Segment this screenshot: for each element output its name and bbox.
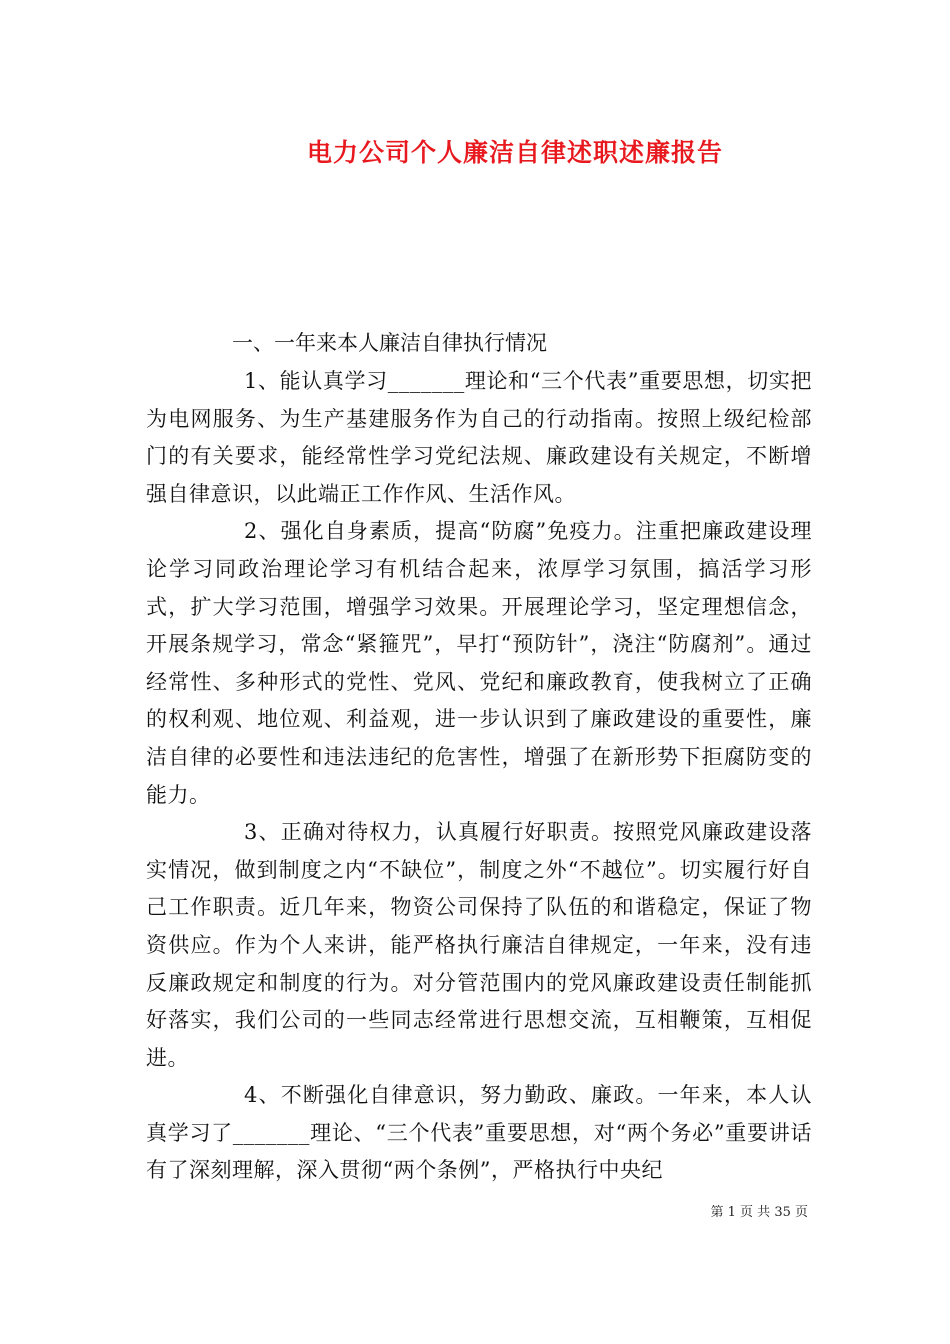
document-body [146, 363, 812, 1190]
section-heading: 一、一年来本人廉洁自律执行情况 [232, 331, 547, 355]
document-title: 电力公司个人廉洁自律述职述廉报告 [306, 138, 723, 167]
paragraph-4: 4、不断强化自律意识，努力勤政、廉政。一年来，本人认真学习了_______理论、“三个代表”重要思想，对“两个务必”重要讲话有了深刻理解，深入贯彻“两个条例”，严格执行中央纪 [146, 1083, 812, 1183]
paragraph-3: 3、正确对待权力，认真履行好职责。按照党风廉政建设落实情况，做到制度之内“不缺位”，制度之外“不越位”。切实履行好自己工作职责。近几年来，物资公司保持了队伍的和谐稳定，保证了物资供应。作为个人来讲，能严格执行廉洁自律规定，一年来，没有违反廉政规定和制度的行为。对分管范围内的党风廉政建设责任制能抓好落实，我们公司的一些同志经常进行思想交流，互相鞭策，互相促进。 [146, 820, 812, 1070]
paragraph-1: 1、能认真学习_______理论和“三个代表”重要思想，切实把为电网服务、为生产基建服务作为自己的行动指南。按照上级纪检部门的有关要求，能经常性学习党纪法规、廉政建设有关规定，不断增强自律意识，以此端正工作作风、生活作风。 [146, 369, 812, 506]
page-number: 第 1 页 共 35 页 [710, 1205, 808, 1220]
paragraph-2: 2、强化自身素质，提高“防腐”免疫力。注重把廉政建设理论学习同政治理论学习有机结合起来，浓厚学习氛围，搞活学习形式，扩大学习范围，增强学习效果。开展理论学习，坚定理想信念，开展条规学习，常念“紧箍咒”，早打“预防针”，浇注“防腐剂”。通过经常性、多种形式的党性、党风、党纪和廉政教育，使我树立了正确的权利观、地位观、利益观，进一步认识到了廉政建设的重要性，廉洁自律的必要性和违法违纪的危害性，增强了在新形势下拒腐防变的能力。 [146, 519, 812, 807]
